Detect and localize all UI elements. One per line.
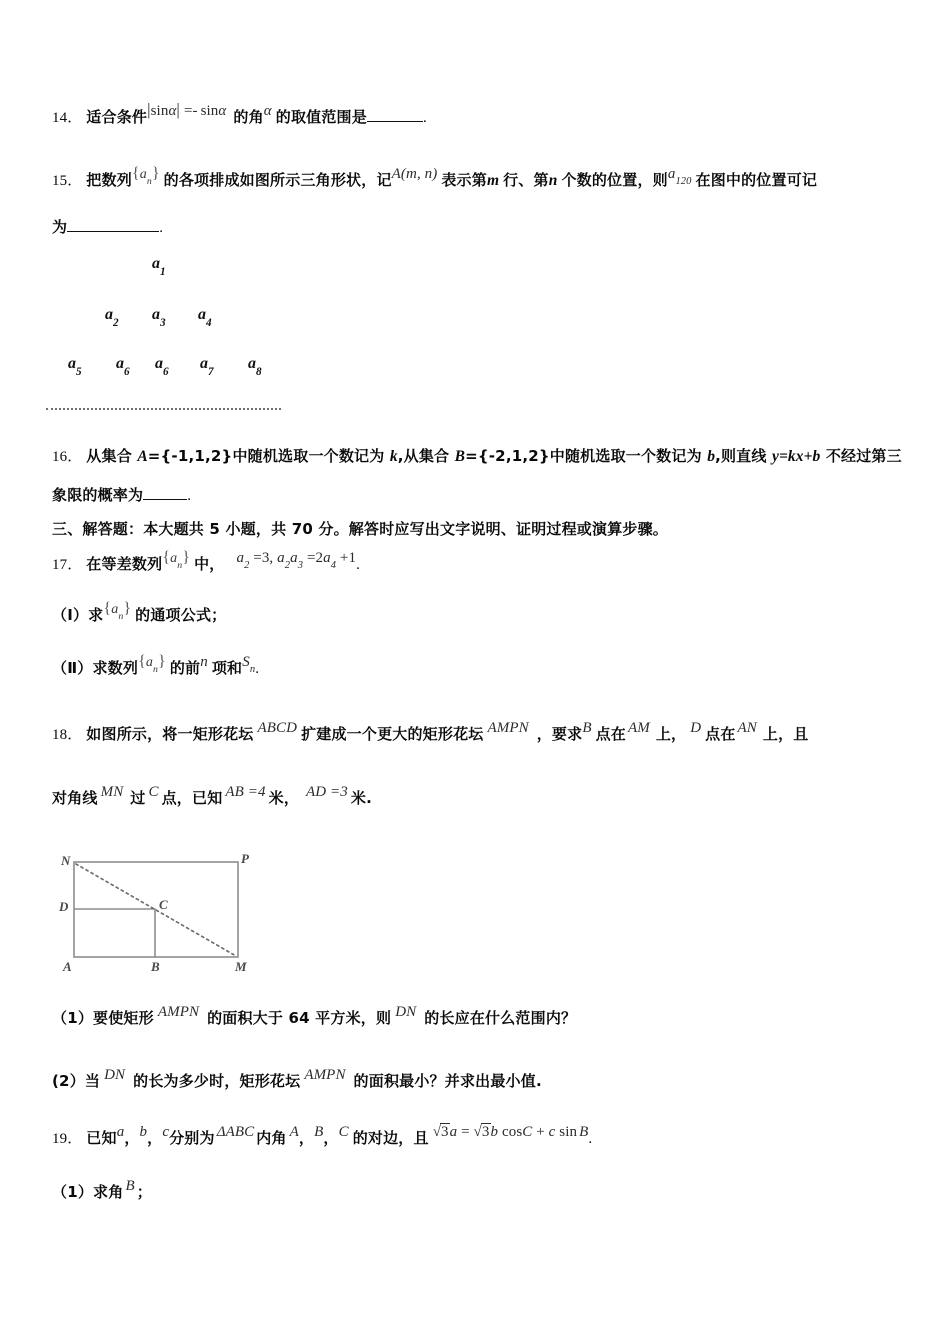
q17-part2-n: n [200,654,208,670]
q18-text-9: 过 [130,789,146,807]
q18-part1-ampn: AMPN [157,1004,200,1020]
q17-part2-mid: 的前 [169,659,201,677]
q18-text-1: 如图所示，将一矩形花坛 [86,725,254,743]
q18-text-12: 米. [350,789,372,807]
figure-label-P: P [241,851,249,866]
figure-label-M: M [235,959,247,974]
q15-a-m-n: A(m, n) [391,166,438,182]
q19-text-4: 的对边，且 [352,1129,429,1147]
q14-angle-var: α [263,103,272,120]
question-15-line2 [52,218,163,237]
triangle-ellipsis-rule [46,408,281,410]
q16-text-line2: 象限的概率为 [52,486,144,505]
q18-part1-text-b: 的面积大于 64 平方米，则 [207,1009,392,1027]
q19-text-1: 已知 [86,1129,117,1147]
q18-seg-AM: AM [627,720,650,736]
q14-period: . [422,110,427,127]
q18-part2-text-a: (2）当 [52,1072,101,1090]
q17-part1-label: （Ⅰ）求 [52,606,104,624]
question-15-line1 [52,165,818,193]
triangle-cell: $a_2$ [105,306,119,329]
q14-sin-1: sin [150,103,169,120]
q16-text-d: ={-2,1,2}中随机选取一个数记为 [465,447,708,465]
triangle-cell: $a_1$ [152,255,166,278]
q15-var-m: m [486,172,500,189]
q19-side-c: c [162,1124,170,1140]
triangle-cell: $a_6$ [116,355,130,378]
q19-number: 19． [52,1131,83,1147]
q17-sequence-an: $\{a_n\}$ [162,549,191,571]
q17-part1-tail: 的通项公式； [135,606,227,624]
q17-number: 17． [52,557,83,573]
q19-condition-formula: √3a = √3b cosC + c sin B [432,1124,589,1140]
q15-var-n: n [548,172,558,189]
q17-part2-S-n: $S_n$ [242,654,256,676]
q15-text-6: 在图中的位置可记 [695,171,818,189]
q18-text-7: 上，且 [762,725,809,743]
triangle-cell: $a_7$ [200,355,214,378]
inner-rectangle-abcd [74,909,155,957]
q16-number: 16． [52,449,83,465]
q18-text-4: 点在 [595,725,626,743]
q18-seg-AN: AN [737,720,757,736]
q18-text-11: 米， [268,789,300,807]
q14-abs-open: | [147,100,151,120]
q19-text-3: 内角 [256,1129,287,1147]
q19-part1-semicolon: ； [136,1183,152,1201]
q16-text-f: 不经过第三 [820,447,902,465]
triangle-cell: $a_5$ [68,355,82,378]
q19-side-b: b [139,1124,148,1140]
q19-triangle-abc: ΔABC [216,1124,255,1140]
q19-angle-B: B [314,1124,324,1140]
q18-rect-ampn: AMPN [487,720,529,736]
q17-part2-mid2: 项和 [211,659,243,677]
q19-comma-2: ， [147,1129,163,1147]
q19-comma-3: ， [298,1129,315,1147]
figure-label-B: B [151,959,160,974]
q14-number: 14． [52,110,83,127]
triangle-cell: $a_3$ [152,306,166,329]
q15-text-7: 为 [52,218,68,237]
q19-angle-C: C [338,1124,349,1140]
q17-part2-period: . [255,661,260,677]
q18-length-AB: AB =4 [225,784,266,800]
q16-period: . [187,488,192,505]
question-18-part-2 [52,1067,542,1091]
q18-part1-dn: DN [395,1004,417,1020]
q16-text-e: ,则直线 [715,447,772,465]
q17-part1-sequence-an: $\{a_n\}$ [103,600,132,622]
q19-side-a: a [116,1124,125,1140]
question-17 [52,549,360,577]
q16-text-b: ={-1,1,2}中随机选取一个数记为 [147,447,390,465]
q18-number: 18． [52,727,83,743]
q18-part1-text-c: 的长应在什么范围内？ [424,1009,577,1027]
q19-angle-A: A [289,1124,299,1140]
question-18-line2 [52,784,372,808]
q14-lead: 适合条件 [86,108,148,127]
triangle-cell: $a_4$ [198,306,212,329]
q17-text-2: 中， [194,555,225,573]
q18-point-B: B [582,720,592,736]
q18-text-6: 点在 [705,725,736,743]
q18-diagonal-MN: MN [100,784,124,800]
q14-sin-2: sin [200,103,219,120]
q18-point-C: C [148,784,159,800]
q18-part2-text-c: 的面积最小？并求出最小值. [353,1072,542,1090]
question-16-line1 [52,448,902,466]
figure-label-N: N [61,853,71,868]
q18-part2-text-b: 的长为多少时，矩形花坛 [133,1072,301,1090]
section-3-heading [52,521,668,538]
q15-period: . [159,220,164,237]
q18-part1-text-a: （1）要使矩形 [52,1009,154,1027]
q17-part2-sequence-an: $\{a_n\}$ [138,653,166,675]
figure-label-C: C [159,897,168,912]
q18-length-AD: AD =3 [306,784,348,800]
question-19-part-1 [52,1178,152,1202]
figure-svg [55,845,285,985]
q19-period: . [588,1131,593,1147]
q14-abs-close: | [176,100,180,120]
section-3-heading-text: 三、解答题：本大题共 5 小题，共 70 分。解答时应写出文字说明、证明过程或演算步骤。 [52,520,669,538]
q18-text-5: 上， [655,725,687,743]
q16-var-b: b [707,448,716,465]
q14-equals: =- [183,103,198,120]
triangle-cell: $a_6$ [155,355,169,378]
q14-alpha-2: α [218,103,227,120]
q15-answer-blank[interactable] [67,218,159,232]
question-14 [52,100,427,127]
q18-part2-ampn: AMPN [304,1067,346,1083]
triangle-cell: $a_8$ [248,355,262,378]
figure-label-D: D [59,899,69,914]
figure-label-A: A [63,959,72,974]
q15-text-3: 表示第 [441,171,487,189]
q18-text-3: ，要求 [536,725,583,743]
q17-part2-label: （Ⅱ）求数列 [52,659,139,677]
q18-point-D: D [690,720,702,736]
q19-text-2: 分别为 [169,1129,215,1147]
q15-text-2: 的各项排成如图所示三角形状，记 [163,171,392,189]
q18-text-10: 点，已知 [161,789,223,807]
q19-comma-1: ， [124,1129,140,1147]
q15-text-4: 行、第 [503,171,549,189]
q17-period: . [356,557,360,573]
q18-text-8: 对角线 [52,789,98,807]
q16-set-B: B [454,448,466,465]
q14-mid: 的角 [233,108,264,127]
q16-answer-blank[interactable] [143,486,187,500]
q14-alpha-1: α [168,103,177,120]
q15-text-1: 把数列 [86,171,132,189]
question-17-part-1 [52,600,227,628]
q17-text-1: 在等差数列 [86,555,163,573]
question-19 [52,1124,593,1148]
q18-rect-abcd: ABCD [257,720,298,736]
q19-part1-label: （1）求角 [52,1183,124,1201]
q15-a-120: $a_{120}$ [667,166,692,188]
q18-figure-rect-ampn [55,845,285,985]
q18-text-2: 扩建成一个更大的矩形花坛 [301,725,484,743]
q16-line-equation: y=kx+b [771,448,821,465]
q16-text-c: ,从集合 [397,447,455,465]
q14-answer-blank[interactable] [367,108,423,122]
q18-part2-dn: DN [104,1067,126,1083]
q16-var-k: k [389,448,398,465]
q17-condition-formula: $a_2 =3$, $a_2a_3 =2a_4 +1$ [236,550,357,572]
q14-tail: 的取值范围是 [275,108,367,127]
q19-comma-4: ， [323,1129,339,1147]
diagonal-nm-dashed [76,864,236,956]
q19-part1-angle-B: B [125,1178,135,1194]
q16-set-A: A [137,448,148,465]
q15-text-5: 个数的位置，则 [561,171,668,189]
question-18-part-1 [52,1004,577,1028]
q15-sequence-an: $\{a_n\}$ [131,165,160,187]
question-18-line1 [52,720,809,744]
question-17-part-2 [52,653,260,681]
question-16-line2 [52,486,191,505]
q15-number: 15． [52,173,83,189]
q16-text-a: 从集合 [86,447,138,465]
